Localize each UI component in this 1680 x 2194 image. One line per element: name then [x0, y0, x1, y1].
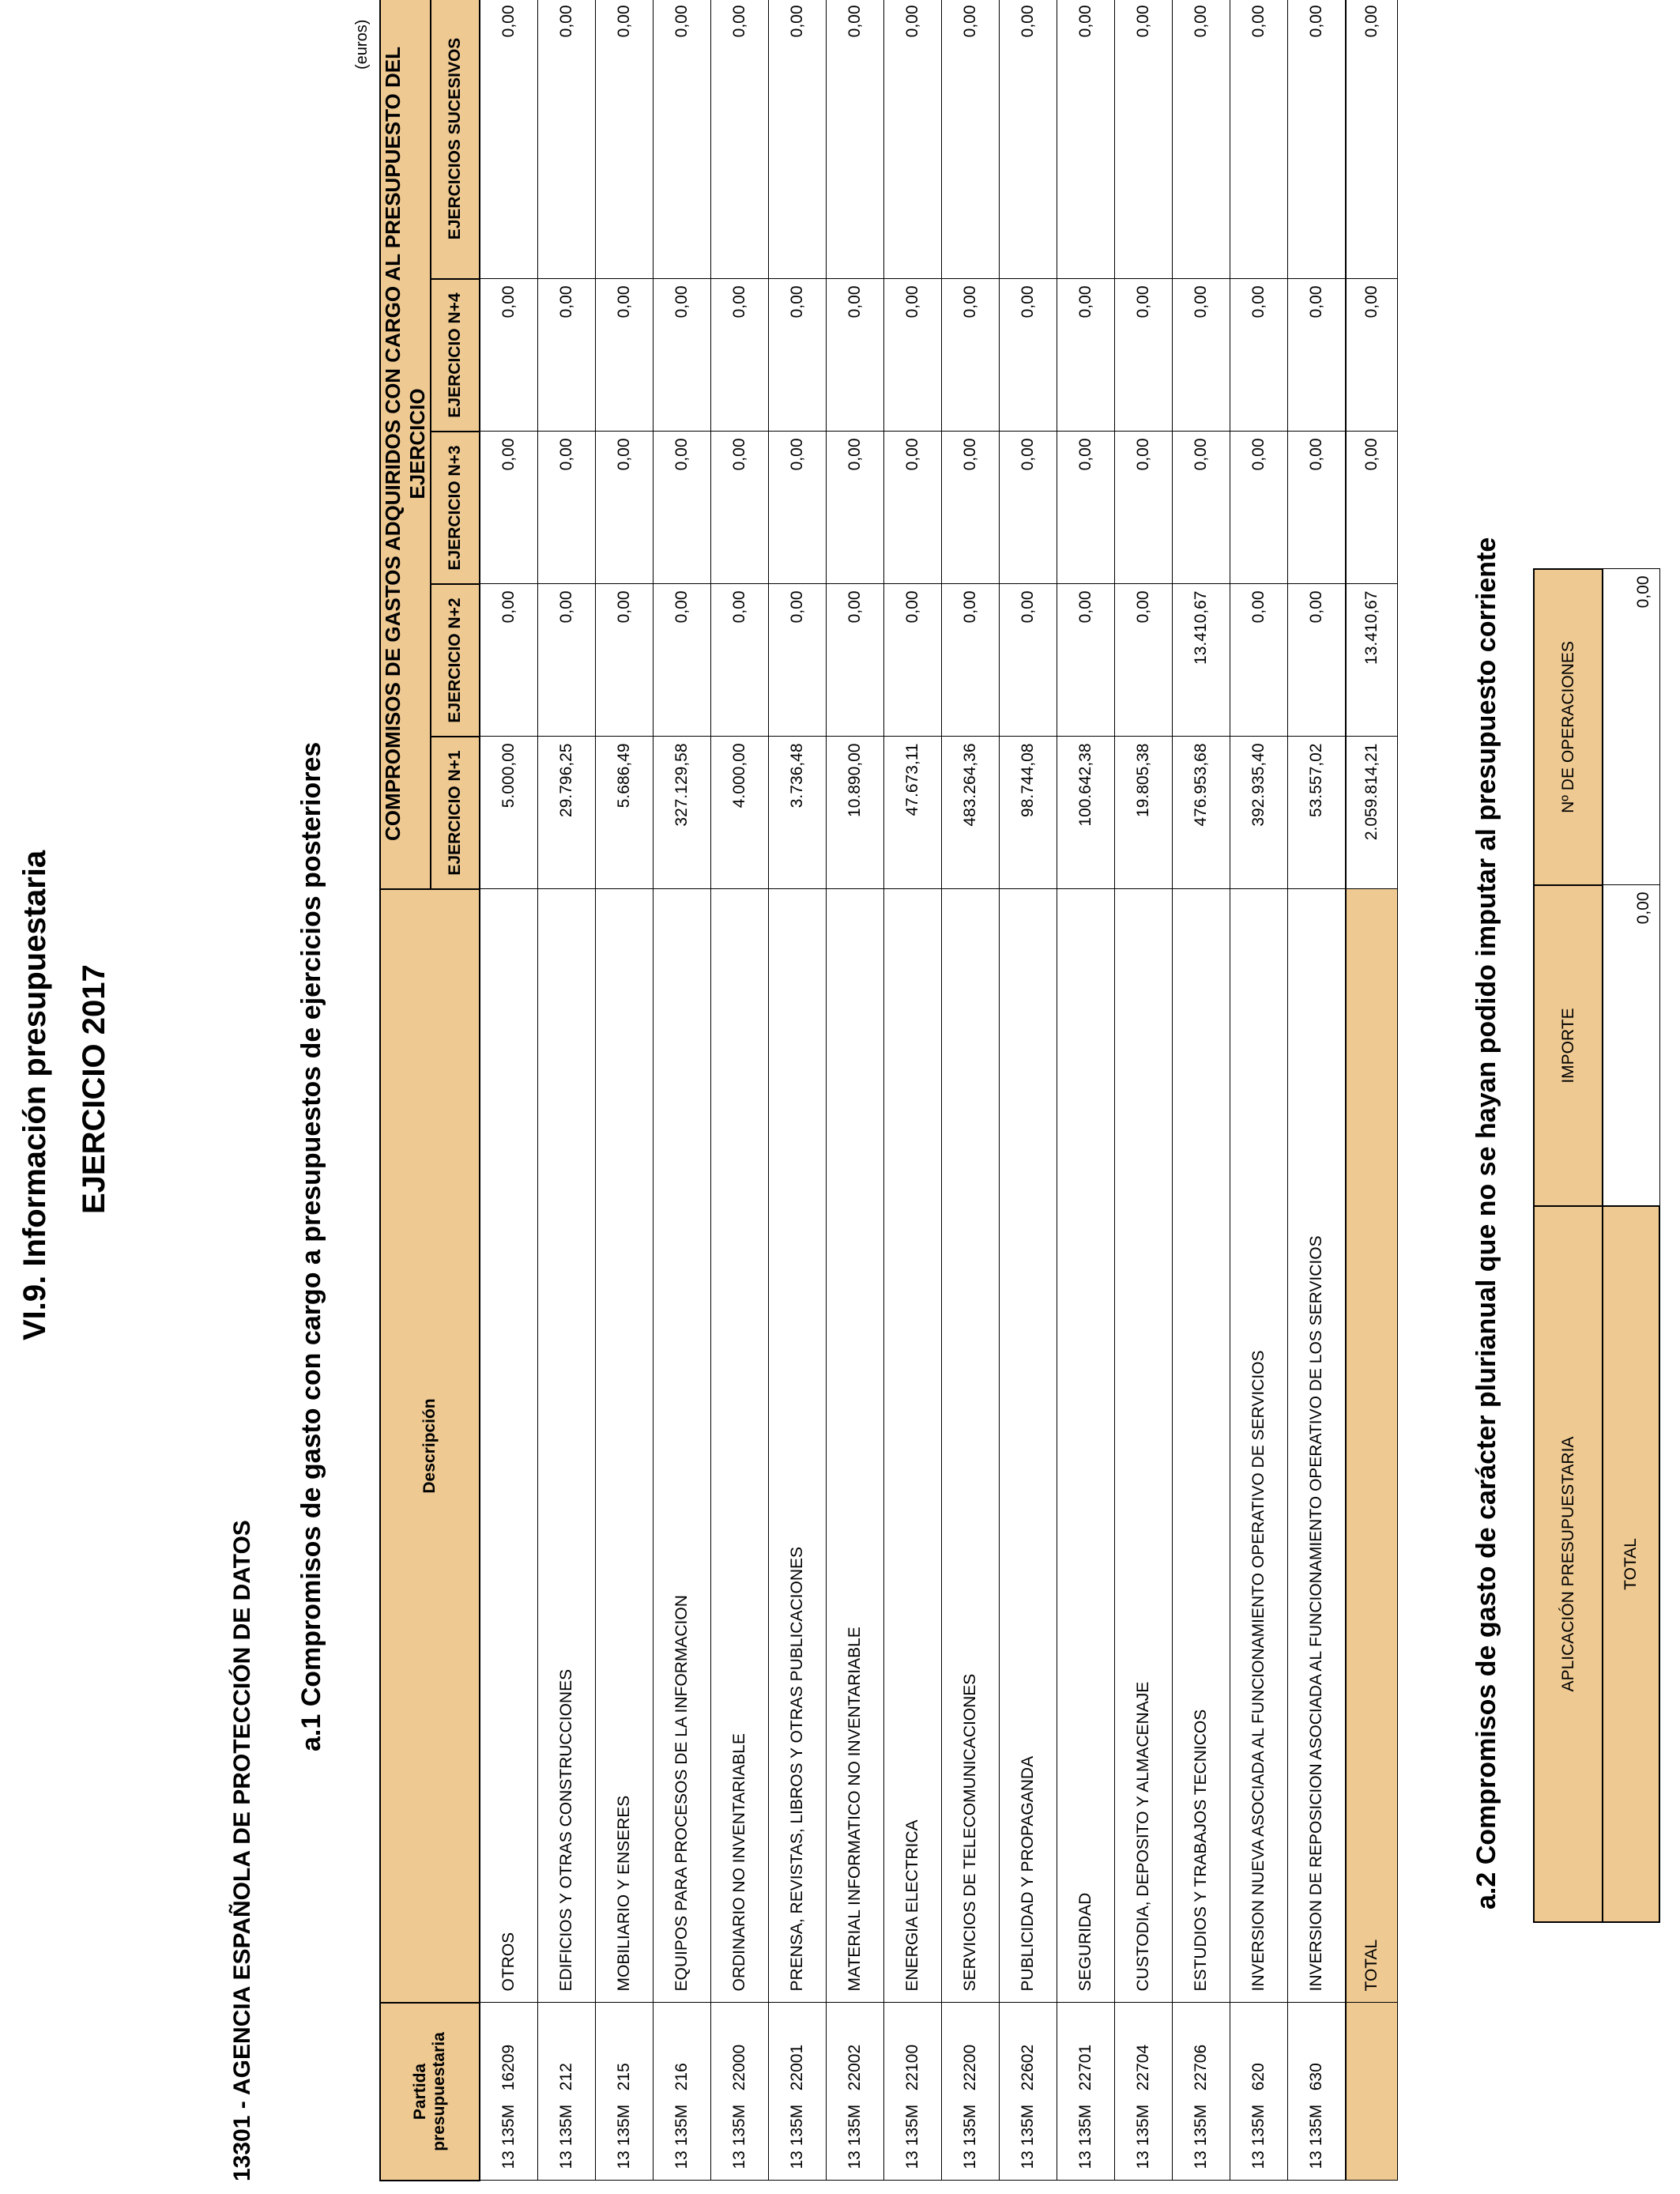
descripcion-cell: SEGURIDAD: [1057, 889, 1115, 2003]
partida-cell: 13 135M 22001: [769, 2003, 827, 2181]
descripcion-cell: EQUIPOS PARA PROCESOS DE LA INFORMACION: [654, 889, 711, 2003]
total-n2: 13.410,67: [1346, 584, 1398, 737]
n1-cell: 392.935,40: [1230, 737, 1288, 889]
n1-cell: 53.557,02: [1288, 737, 1347, 889]
partida-cell: 13 135M 22602: [1000, 2003, 1057, 2181]
n3-cell: 0,00: [1115, 432, 1173, 584]
partida-cell: 13 135M 22100: [884, 2003, 942, 2181]
table-row: [769, 0, 827, 2181]
n1-cell: 4.000,00: [711, 737, 769, 889]
n2-cell: 0,00: [1000, 584, 1057, 737]
a2-total-label: TOTAL: [1603, 1206, 1659, 1922]
n2-cell: 0,00: [538, 584, 596, 737]
n1-cell: 5.000,00: [480, 737, 538, 889]
plurianual-table: [1533, 568, 1660, 1923]
n3-cell: 0,00: [1000, 432, 1057, 584]
descripcion-cell: ENERGIA ELECTRICA: [884, 889, 942, 2003]
n2-cell: 0,00: [596, 584, 654, 737]
table-row: [1057, 0, 1115, 2181]
a2-total-importe: 0,00: [1603, 885, 1659, 1206]
sucesivos-cell: 0,00: [769, 0, 827, 279]
sucesivos-cell: 0,00: [596, 0, 654, 279]
table-row: [711, 0, 769, 2181]
n1-cell: 19.805,38: [1115, 737, 1173, 889]
partida-cell: 13 135M 22701: [1057, 2003, 1115, 2181]
partida-cell: 13 135M 620: [1230, 2003, 1288, 2181]
partida-cell: 13 135M 216: [654, 2003, 711, 2181]
a2-total-operaciones: 0,00: [1603, 569, 1659, 885]
n4-cell: 0,00: [1173, 279, 1230, 432]
header-n3: EJERCICIO N+3: [431, 432, 480, 584]
n2-cell: 0,00: [1057, 584, 1115, 737]
table-row: [1173, 0, 1230, 2181]
descripcion-cell: CUSTODIA, DEPOSITO Y ALMACENAJE: [1115, 889, 1173, 2003]
n1-cell: 483.264,36: [942, 737, 1000, 889]
section-a2-title: a.2 Compromisos de gasto de carácter plurianual que no se hayan podido imputar al presupuesto corriente: [1471, 537, 1501, 1909]
n3-cell: 0,00: [480, 432, 538, 584]
sucesivos-cell: 0,00: [1230, 0, 1288, 279]
n3-cell: 0,00: [942, 432, 1000, 584]
sucesivos-cell: 0,00: [654, 0, 711, 279]
n4-cell: 0,00: [596, 279, 654, 432]
header-n1: EJERCICIO N+1: [431, 737, 480, 889]
n3-cell: 0,00: [884, 432, 942, 584]
n3-cell: 0,00: [654, 432, 711, 584]
descripcion-cell: SERVICIOS DE TELECOMUNICACIONES: [942, 889, 1000, 2003]
table-row: [1288, 0, 1347, 2181]
sucesivos-cell: 0,00: [884, 0, 942, 279]
n3-cell: 0,00: [538, 432, 596, 584]
total-n3: 0,00: [1346, 432, 1398, 584]
table-row: [538, 0, 596, 2181]
header-n4: EJERCICIO N+4: [431, 279, 480, 432]
header-sucesivos: EJERCICIOS SUCESIVOS: [431, 0, 480, 279]
sucesivos-cell: 0,00: [538, 0, 596, 279]
n4-cell: 0,00: [1230, 279, 1288, 432]
n3-cell: 0,00: [1288, 432, 1347, 584]
sucesivos-cell: 0,00: [1057, 0, 1115, 279]
n3-cell: 0,00: [1230, 432, 1288, 584]
table-row: [1115, 0, 1173, 2181]
table-row: [1230, 0, 1288, 2181]
sucesivos-cell: 0,00: [942, 0, 1000, 279]
n3-cell: 0,00: [596, 432, 654, 584]
n4-cell: 0,00: [711, 279, 769, 432]
table-row: [480, 0, 538, 2181]
header-n2: EJERCICIO N+2: [431, 584, 480, 737]
descripcion-cell: PRENSA, REVISTAS, LIBROS Y OTRAS PUBLICACIONES: [769, 889, 827, 2003]
n4-cell: 0,00: [942, 279, 1000, 432]
n1-cell: 100.642,38: [1057, 737, 1115, 889]
units-label: (euros): [353, 19, 371, 70]
partida-cell: 13 135M 630: [1288, 2003, 1347, 2181]
page-subtitle: EJERCICIO 2017: [77, 964, 111, 1214]
table-row: [884, 0, 942, 2181]
n4-cell: 0,00: [1057, 279, 1115, 432]
descripcion-cell: INVERSION DE REPOSICION ASOCIADA AL FUNCIONAMIENTO OPERATIVO DE LOS SERVICIOS: [1288, 889, 1347, 2003]
n1-cell: 29.796,25: [538, 737, 596, 889]
sucesivos-cell: 0,00: [1000, 0, 1057, 279]
header-operaciones: Nº DE OPERACIONES: [1534, 569, 1603, 885]
descripcion-cell: ESTUDIOS Y TRABAJOS TECNICOS: [1173, 889, 1230, 2003]
table-row: [942, 0, 1000, 2181]
section-a1-title: a.1 Compromisos de gasto con cargo a presupuestos de ejercicios posteriores: [296, 741, 326, 1751]
n3-cell: 0,00: [1057, 432, 1115, 584]
total-blank-cell: [1346, 2003, 1398, 2181]
total-n4: 0,00: [1346, 279, 1398, 432]
n4-cell: 0,00: [538, 279, 596, 432]
total-sucesivos: 0,00: [1346, 0, 1398, 279]
n1-cell: 327.129,58: [654, 737, 711, 889]
header-group: COMPROMISOS DE GASTOS ADQUIRIDOS CON CARGO AL PRESUPUESTO DEL EJERCICIO: [380, 0, 431, 889]
table-row: [1000, 0, 1057, 2181]
table-row: [596, 0, 654, 2181]
descripcion-cell: MOBILIARIO Y ENSERES: [596, 889, 654, 2003]
n4-cell: 0,00: [480, 279, 538, 432]
n3-cell: 0,00: [827, 432, 884, 584]
n4-cell: 0,00: [769, 279, 827, 432]
entity-heading: 13301 - AGENCIA ESPAÑOLA DE PROTECCIÓN DE DATOS: [229, 1520, 255, 2181]
n2-cell: 0,00: [1115, 584, 1173, 737]
header-partida: Partida presupuestaria: [380, 2003, 480, 2181]
n4-cell: 0,00: [884, 279, 942, 432]
partida-cell: 13 135M 22704: [1115, 2003, 1173, 2181]
n3-cell: 0,00: [769, 432, 827, 584]
n2-cell: 0,00: [1230, 584, 1288, 737]
descripcion-cell: MATERIAL INFORMATICO NO INVENTARIABLE: [827, 889, 884, 2003]
commitments-table: [379, 0, 1398, 2181]
total-row: [1346, 0, 1398, 2181]
descripcion-cell: PUBLICIDAD Y PROPAGANDA: [1000, 889, 1057, 2003]
descripcion-cell: ORDINARIO NO INVENTARIABLE: [711, 889, 769, 2003]
n1-cell: 47.673,11: [884, 737, 942, 889]
n2-cell: 0,00: [884, 584, 942, 737]
n3-cell: 0,00: [1173, 432, 1230, 584]
sucesivos-cell: 0,00: [1288, 0, 1347, 279]
n1-cell: 5.686,49: [596, 737, 654, 889]
n4-cell: 0,00: [1288, 279, 1347, 432]
partida-cell: 13 135M 22200: [942, 2003, 1000, 2181]
n2-cell: 0,00: [769, 584, 827, 737]
descripcion-cell: INVERSION NUEVA ASOCIADA AL FUNCIONAMIENTO OPERATIVO DE SERVICIOS: [1230, 889, 1288, 2003]
descripcion-cell: OTROS: [480, 889, 538, 2003]
partida-cell: 13 135M 16209: [480, 2003, 538, 2181]
n2-cell: 13.410,67: [1173, 584, 1230, 737]
partida-cell: 13 135M 22706: [1173, 2003, 1230, 2181]
n4-cell: 0,00: [1115, 279, 1173, 432]
n2-cell: 0,00: [654, 584, 711, 737]
partida-cell: 13 135M 215: [596, 2003, 654, 2181]
n2-cell: 0,00: [480, 584, 538, 737]
n2-cell: 0,00: [827, 584, 884, 737]
total-n1: 2.059.814,21: [1346, 737, 1398, 889]
n4-cell: 0,00: [827, 279, 884, 432]
header-importe: IMPORTE: [1534, 885, 1603, 1206]
partida-cell: 13 135M 22002: [827, 2003, 884, 2181]
sucesivos-cell: 0,00: [480, 0, 538, 279]
n2-cell: 0,00: [1288, 584, 1347, 737]
header-aplicacion: APLICACIÓN PRESUPUESTARIA: [1534, 1206, 1603, 1922]
header-descripcion: Descripción: [380, 889, 480, 2003]
sucesivos-cell: 0,00: [1173, 0, 1230, 279]
partida-cell: 13 135M 212: [538, 2003, 596, 2181]
n4-cell: 0,00: [654, 279, 711, 432]
n3-cell: 0,00: [711, 432, 769, 584]
page-title: VI.9. Información presupuestaria: [17, 850, 52, 1340]
table-row: [654, 0, 711, 2181]
n1-cell: 98.744,08: [1000, 737, 1057, 889]
n2-cell: 0,00: [942, 584, 1000, 737]
sucesivos-cell: 0,00: [827, 0, 884, 279]
n2-cell: 0,00: [711, 584, 769, 737]
n4-cell: 0,00: [1000, 279, 1057, 432]
n1-cell: 476.953,68: [1173, 737, 1230, 889]
partida-cell: 13 135M 22000: [711, 2003, 769, 2181]
table-row: [827, 0, 884, 2181]
sucesivos-cell: 0,00: [711, 0, 769, 279]
n1-cell: 10.890,00: [827, 737, 884, 889]
descripcion-cell: EDIFICIOS Y OTRAS CONSTRUCCIONES: [538, 889, 596, 2003]
total-label: TOTAL: [1346, 889, 1398, 2003]
sucesivos-cell: 0,00: [1115, 0, 1173, 279]
n1-cell: 3.736,48: [769, 737, 827, 889]
